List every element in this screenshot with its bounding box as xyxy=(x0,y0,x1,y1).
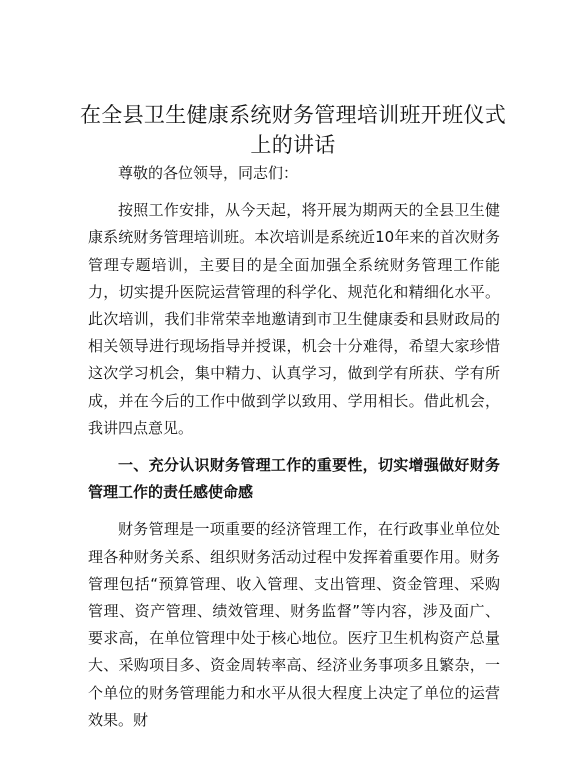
section-1-paragraph: 财务管理是一项重要的经济管理工作，在行政事业单位处理各种财务关系、组织财务活动过程中发挥着重要作用。财务管理包括“预算管理、收入管理、支出管理、资金管理、采购管理、资产管理、绩效管理、财务监督”等内容，涉及面广、要求高，在单位管理中处于核心地位。医疗卫生机构资产总量大、采购项目多、资金周转率高、经济业务事项多且繁杂，一个单位的财务管理能力和水平从很大程度上决定了单位的运营效果。财 xyxy=(88,520,500,729)
document-title xyxy=(60,100,526,160)
greeting-paragraph: 尊敬的各位领导，同志们： xyxy=(118,164,299,182)
intro-paragraph: 按照工作安排，从今天起，将开展为期两天的全县卫生健康系统财务管理培训班。本次培训是系统近10年来的首次财务管理专题培训，主要目的是全面加强全系统财务管理工作能力，切实提升医院运营管理的科学化、规范化和精细化水平。此次培训，我们非常荣幸地邀请到市卫生健康委和县财政局的相关领导进行现场指导并授课，机会十分难得，希望大家珍惜这次学习机会，集中精力、认真学习，做到学有所获、学有所成，并在今后的工作中做到学以致用、学用相长。借此机会，我讲四点意见。 xyxy=(88,201,500,437)
title-line-1: 在全县卫生健康系统财务管理培训班开班仪式 xyxy=(80,103,506,127)
title-line-2: 上的讲话 xyxy=(250,133,336,157)
document-body xyxy=(88,160,500,734)
section-1-heading: 一、充分认识财务管理工作的重要性，切实增强做好财务管理工作的责任感使命感 xyxy=(88,456,500,502)
